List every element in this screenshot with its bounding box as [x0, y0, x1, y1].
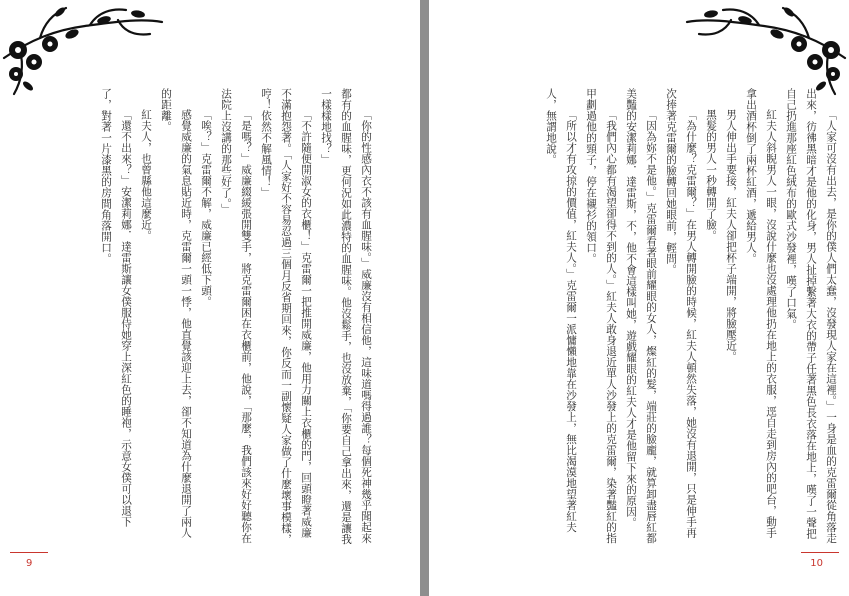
- paragraph: 「為什麼？克雷爾？」在男人轉開臉的時候，紅夫人頓然失落，她沒有退開，只是伸手再次捧著克雷爾的臉轉回她眼前，輕問。: [665, 88, 697, 539]
- paragraph: 「唉？」克雷爾不解，威廉已經低下頭。: [200, 109, 212, 308]
- paragraph: 紅夫人斜睨男人一眼，沒說什麼也沒處理他扔在地上的衣服，逕自走到房內的吧台，動手拿出酒杯倒了兩杯紅酒，遞給男人。: [745, 88, 777, 539]
- paragraph: 「我們內心都有渴望卻得不到的人。」紅夫人敢身退近單人沙發上的克雷爾，染著豔紅的指甲劃過他的頸子，停在襯衫的領口。: [585, 88, 617, 544]
- rose-vine-ornament-icon: [0, 0, 165, 100]
- left-page: [0, 0, 420, 596]
- paragraph: 「不許隨便開淑女的衣櫃！」克雷爾一把推開威廉，他用力關上衣櫃的門，回頭瞪著威廉不滿抱怨著。「人家好不容易忍過三個月反省期回來，你反而一副懷疑人家做了什麼壞事模樣，哼！依然不解風情！」: [260, 88, 312, 545]
- right-page: [429, 0, 849, 596]
- paragraph: 男人伸出手要接，紅夫人卻把杯子端開，將臉壓近。: [725, 109, 737, 363]
- page-number: 9: [26, 558, 33, 569]
- left-page-body-text: [58, 88, 376, 548]
- paragraph: 紅夫人，也曾縣他這麼近。: [140, 109, 152, 242]
- paragraph: 黑髮的男人一秒轉開了臉。: [705, 109, 717, 242]
- paragraph: 「因為妳不是他。」克雷爾看著眼前耀眼的女人，燦紅的髮，端莊的臉龐，就算卸盡唇紅都美豔的安潔莉娜．達雷斯，不，他不會這樣叫她，遊戲耀眼的紅夫人才是他留下來的原因。: [625, 88, 657, 544]
- paragraph: 「還不出來？」安潔莉娜．達雷斯讓女僕服侍她穿上深紅色的睡袍，示意女僕可以退下了，對著一片漆黑的房間角落開口。: [100, 88, 132, 528]
- paragraph: 「你的性感內衣不該有血腥味。」威廉沒有相信他，這味道嗎得過誰？每個死神幾乎聞起來都有的血腥味，更何況如此濃特的血腥味。他沒鬆手，也沒放棄，「你要自己拿出來，還是讓我一樣樣地找？」: [320, 88, 372, 545]
- page-number-rule: [10, 552, 48, 553]
- page-number: 10: [810, 558, 823, 569]
- page-number-rule: [801, 552, 839, 553]
- paragraph: 感覺威廉的氣息貼近時，克雷爾一頭一悸，他直覺該迎上去，卻不知道為什麼退開了兩人的距離。: [160, 88, 192, 539]
- rose-vine-ornament-icon: [684, 0, 849, 100]
- paragraph: 「所以才有攻掠的價值，紅夫人。」克雷爾一派慵懶地靠在沙發上，無比渴漠地望著紅夫人，無謂地說。: [545, 88, 577, 533]
- right-page-body-text: [469, 88, 841, 548]
- paragraph: 「是嗎？」威廉綴緩張開雙手，將克雷爾困在衣櫃前，他說，「那麼，我們該來好好聽你在法院上沒講的那些好了。」: [220, 88, 252, 544]
- paragraph: 「人家可沒有出去，是你的僕人們太蠢，沒發現人家在這裡。」一身是血的克雷爾從角落走出來，彷彿黑暗才是他的化身，男人扯掉繫著大衣的帶子任著黑色長衣落在地上，嘆了一聲把自己扔進那座紅色絨布的歐式沙發裡，嘆了口氣。: [785, 88, 837, 544]
